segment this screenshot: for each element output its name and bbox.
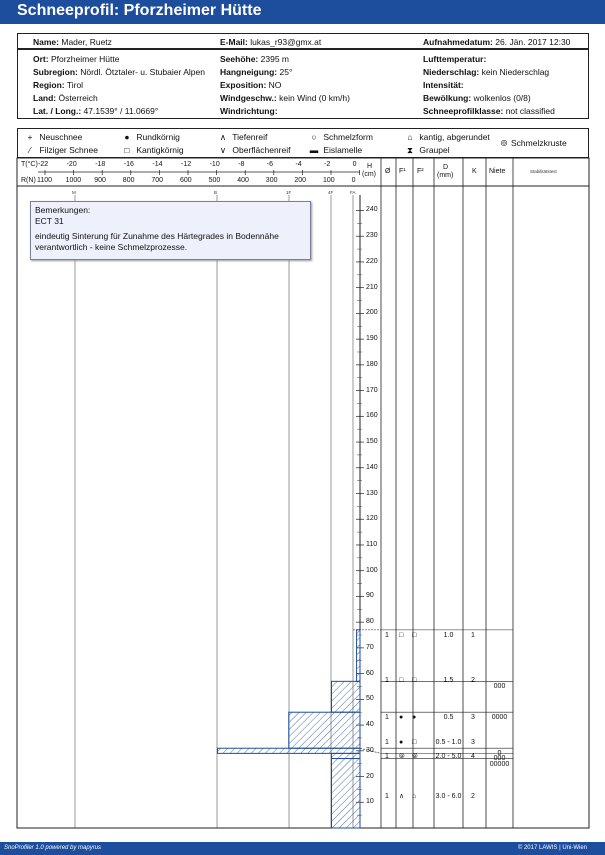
h-tick-label: 70 (366, 643, 374, 651)
footer-bar (0, 842, 605, 855)
layer-k: 3 (471, 714, 475, 721)
hardness-mark: 1F (286, 190, 292, 195)
footer-right: © 2017 LAWIS | Uni-Wien (517, 845, 587, 851)
legend-schmelzkruste: ⦾ Schmelzkruste (497, 138, 567, 148)
t-tick-label: -8 (238, 161, 245, 168)
layer-grainsize: 3.0 - 6.0 (435, 793, 462, 800)
r-tick-label: 0 (351, 177, 356, 184)
open-circle-icon: ○ (311, 132, 317, 142)
col-niete: Niete (489, 168, 506, 175)
layer-grainsize: 1.0 (443, 632, 454, 639)
latlong-row: Lat. / Long.: 47.1539° / 11.0669° (33, 106, 159, 116)
r-tick-label: 200 (294, 177, 307, 184)
layer-moisture: 1 (385, 793, 389, 800)
hardness-bar (289, 712, 360, 748)
h-tick-label: 50 (366, 695, 374, 703)
layer-f2-icon: ⦾ (412, 753, 418, 760)
h-tick-label: 240 (366, 206, 378, 214)
layer-niete: 000 (493, 755, 506, 763)
h-tick-label: 210 (366, 283, 378, 291)
t-tick-label: -22 (38, 161, 49, 168)
layer-k: 2 (471, 793, 475, 800)
r-tick-label: 400 (237, 177, 249, 184)
layer-moisture: 1 (385, 753, 389, 760)
layer-f1-icon: ● (399, 739, 404, 746)
r-tick-label: 900 (94, 177, 106, 184)
layer-k: 1 (471, 632, 475, 639)
h-tick-label: 30 (366, 746, 374, 754)
subregion-row: Subregion: Nördl. Ötztaler- u. Stubaier Alpen (33, 67, 205, 77)
hangneigung-row: Hangneigung: 25° (220, 67, 293, 77)
r-tick-label: 100 (323, 177, 335, 184)
region-row: Region: Tirol (33, 80, 84, 90)
legend-schmelzform: ○ Schmelzform (307, 132, 373, 142)
page-title: Schneeprofil: Pforzheimer Hütte (17, 2, 262, 19)
windrichtung-row: Windrichtung: (220, 106, 278, 116)
remarks-heading: Bemerkungen: (35, 205, 91, 215)
h-tick-label: 170 (366, 386, 378, 394)
legend-neuschnee: + Neuschnee (23, 132, 82, 142)
caret-down-icon: ∨ (219, 145, 227, 155)
legend-kantigkoernig: □ Kantigkörnig (120, 145, 184, 155)
h-tick-label: 90 (366, 592, 374, 600)
h-tick-label: 60 (366, 669, 374, 677)
layer-f1-icon: ⦾ (399, 753, 405, 760)
t-tick-label: -12 (181, 161, 192, 168)
col-stabil: Stabilitätstest (530, 169, 557, 174)
slash-icon: ⁄ (29, 145, 31, 155)
layer-f1-icon: □ (399, 677, 404, 684)
layer-k: 2 (471, 677, 475, 684)
footer-left: SnoProfiler 1.0 powered by mapyrus (4, 845, 102, 851)
layer-k: 4 (471, 753, 475, 760)
t-tick-label: -18 (95, 161, 106, 168)
layer-f2-icon: ⌂ (412, 793, 417, 800)
caret-up-icon: ∧ (219, 132, 227, 142)
intensitaet-row: Intensität: (423, 80, 464, 90)
legend-filziger: ⁄ Filziger Schnee (23, 145, 98, 155)
plus-icon: + (27, 132, 33, 142)
t-tick-label: -16 (123, 161, 134, 168)
h-tick-label: 180 (366, 360, 378, 368)
hardness-mark: 4F (328, 190, 334, 195)
bewoelkung-row: Bewölkung: wolkenlos (0/8) (423, 93, 531, 103)
h-tick-label: 200 (366, 309, 378, 317)
col-oe: Ø (385, 168, 391, 175)
t-tick-label: -4 (295, 161, 302, 168)
hardness-bar (332, 681, 361, 712)
h-axis-label: H (367, 163, 373, 170)
h-tick-label: 110 (366, 540, 378, 548)
layer-grainsize: 1.5 (443, 677, 454, 684)
legend-graupel: ⧗ Graupel (403, 145, 450, 155)
hardness-bar (332, 759, 361, 828)
h-tick-label: 220 (366, 257, 378, 265)
layer-niete: 0000 (491, 714, 508, 722)
h-tick-label: 80 (366, 618, 374, 626)
square-icon: □ (124, 145, 130, 155)
col-d: D (443, 164, 449, 171)
r-tick-label: 1100 (37, 177, 53, 184)
double-circle-icon: ⦾ (500, 138, 508, 148)
legend-kantig-abgerundet: ⌂ kantig, abgerundet (403, 132, 490, 142)
h-tick-label: 10 (366, 798, 374, 806)
t-tick-label: -20 (66, 161, 77, 168)
hardness-bar (332, 753, 361, 758)
t-tick-label: -14 (152, 161, 163, 168)
layer-grainsize: 0.5 (443, 714, 454, 721)
layer-moisture: 1 (385, 739, 389, 746)
legend-rundkoernig: ● Rundkörnig (120, 132, 180, 142)
t-tick-label: -2 (324, 161, 331, 168)
hardness-mark: B (214, 190, 218, 195)
t-tick-label: -6 (266, 161, 274, 168)
layer-moisture: 1 (385, 677, 389, 684)
layer-moisture: 1 (385, 714, 389, 721)
h-tick-label: 140 (366, 463, 378, 471)
hardness-mark: M (72, 190, 76, 195)
h-tick-label: 150 (366, 438, 378, 446)
wind-row: Windgeschw.: kein Wind (0 km/h) (220, 93, 350, 103)
layer-f2-icon: □ (412, 632, 417, 639)
exposition-row: Exposition: NO (220, 80, 282, 90)
klasse-row: Schneeprofilklasse: not classified (423, 106, 555, 116)
legend-eislamelle: ▬ Eislamelle (307, 145, 362, 155)
remarks-line3: verantwortlich - keine Schmelzprozesse. (35, 242, 188, 252)
r-tick-label: 600 (180, 177, 192, 184)
r-axis-label: R(N) (21, 177, 36, 184)
r-tick-label: 500 (208, 177, 221, 184)
bar-icon: ▬ (309, 145, 319, 155)
r-tick-label: 1000 (65, 177, 82, 184)
layer-niete: 00000 (489, 760, 510, 768)
t-tick-label: -10 (209, 161, 220, 168)
lufttemp-row: Lufttemperatur: (423, 54, 487, 64)
lock-box-icon: ⌂ (407, 132, 413, 142)
h-tick-label: 160 (366, 412, 378, 420)
layer-f1-icon: ∧ (399, 793, 405, 800)
r-tick-label: 700 (151, 177, 164, 184)
remarks-line2: eindeutig Sinterung für Zunahme des Härtegrades in Bodennähe (35, 231, 279, 241)
legend-tiefenreif: ∧ Tiefenreif (216, 132, 267, 142)
h-tick-label: 120 (366, 515, 378, 523)
layer-grainsize: 0.5 - 1.0 (435, 739, 462, 746)
h-tick-label: 40 (366, 721, 374, 729)
name-row: Name: Mader, Ruetz (33, 37, 112, 47)
layer-f2-icon: □ (412, 677, 417, 684)
h-tick-label: 100 (366, 566, 378, 574)
layer-niete: 000 (493, 683, 506, 691)
h-tick-label: 230 (366, 232, 378, 240)
layer-f2-icon: ● (412, 714, 417, 721)
hardness-bar (357, 630, 360, 681)
layer-grainsize: 2.0 - 5.0 (435, 753, 462, 760)
col-f2: F² (417, 168, 424, 175)
layer-f1-icon: □ (399, 632, 404, 639)
remarks-box (30, 201, 311, 260)
h-tick-label: 190 (366, 335, 378, 343)
h-axis-unit: (cm) (362, 171, 376, 178)
hourglass-icon: ⧗ (407, 145, 413, 155)
legend-oberflaechenreif: ∨ Oberflächenreif (216, 145, 291, 155)
h-tick-label: 20 (366, 772, 374, 780)
h-tick-label: 130 (366, 489, 378, 497)
layer-moisture: 1 (385, 632, 389, 639)
r-tick-label: 800 (122, 177, 135, 184)
hardness-mark: FA (350, 190, 356, 195)
remarks-line1: ECT 31 (35, 216, 64, 226)
filled-circle-icon: ● (124, 132, 130, 142)
layer-f2-icon: □ (412, 739, 417, 746)
t-axis-label: T(°C) (21, 161, 38, 168)
layer-k: 3 (471, 739, 475, 746)
seehoehe-row: Seehöhe: 2395 m (220, 54, 289, 64)
hardness-bar (218, 748, 361, 753)
ort-row: Ort: Pforzheimer Hütte (33, 54, 120, 64)
t-tick-label: 0 (352, 161, 357, 168)
date-row: Aufnahmedatum: 26. Jän. 2017 12:30 (423, 37, 571, 47)
email-row: E-Mail: lukas_r93@gmx.at (220, 37, 322, 47)
col-d-unit: (mm) (437, 172, 454, 179)
niederschlag-row: Niederschlag: kein Niederschlag (423, 67, 550, 77)
layer-niete: 0 (497, 750, 502, 758)
land-row: Land: Österreich (33, 93, 98, 103)
layer-f1-icon: ● (399, 714, 404, 721)
col-f1: F¹ (399, 168, 406, 175)
r-tick-label: 300 (265, 177, 278, 184)
col-k: K (472, 168, 477, 175)
